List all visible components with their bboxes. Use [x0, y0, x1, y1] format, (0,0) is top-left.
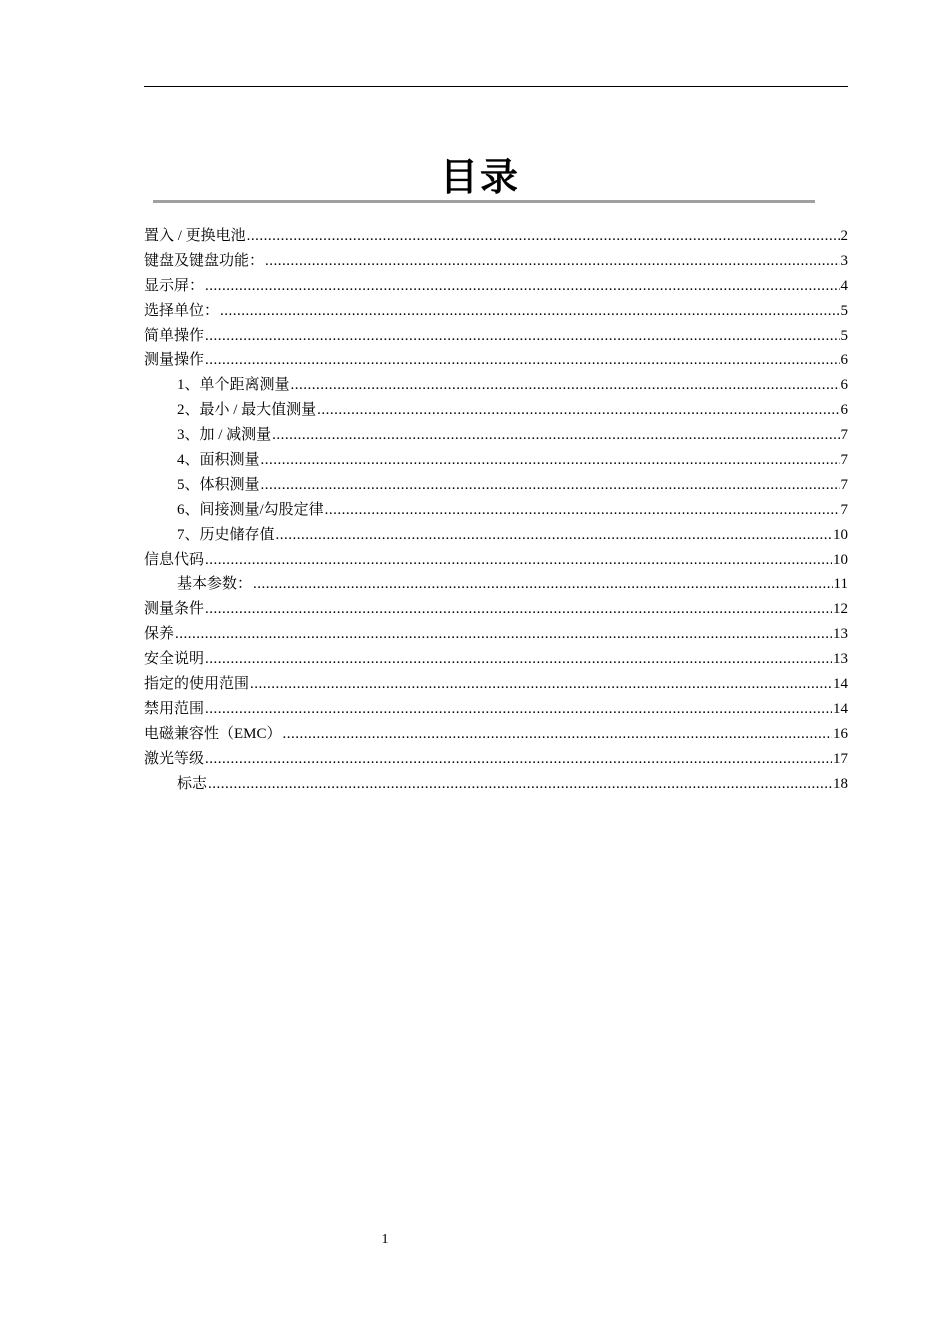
toc-entry-label: 显示屏：: [144, 277, 205, 294]
toc-dot-leader: [265, 249, 839, 274]
header-rule: [144, 86, 848, 87]
toc-entry-page-number: 7: [840, 452, 848, 469]
toc-entry-label: 2、最小 / 最大值测量: [177, 402, 317, 419]
toc-dot-leader: [250, 672, 832, 697]
toc-entry[interactable]: [144, 498, 848, 523]
toc-entry-page-number: 5: [840, 327, 848, 344]
toc-dot-leader: [205, 747, 832, 772]
toc-dot-leader: [205, 697, 832, 722]
toc-entry-page-number: 13: [833, 651, 848, 668]
toc-dot-leader: [261, 448, 840, 473]
toc-entry-page-number: 18: [833, 775, 848, 792]
toc-entry-label: 保养: [144, 626, 175, 643]
toc-entry[interactable]: [144, 672, 848, 697]
toc-entry[interactable]: [144, 597, 848, 622]
toc-entry-label: 测量操作: [144, 352, 205, 369]
toc-entry-page-number: 6: [840, 377, 848, 394]
toc-entry-page-number: 6: [840, 352, 848, 369]
toc-dot-leader: [253, 572, 833, 597]
toc-entry-page-number: 14: [833, 676, 848, 693]
toc-entry-label: 指定的使用范围: [144, 676, 250, 693]
toc-entry[interactable]: [144, 622, 848, 647]
toc-entry[interactable]: [144, 572, 848, 597]
toc-dot-leader: [205, 647, 832, 672]
toc-entry-page-number: 13: [833, 626, 848, 643]
toc-entry-page-number: 17: [833, 750, 848, 767]
toc-entry-label: 标志: [177, 775, 208, 792]
toc-entry-page-number: 16: [833, 725, 848, 742]
toc-dot-leader: [220, 299, 839, 324]
toc-dot-leader: [325, 498, 840, 523]
toc-entry[interactable]: [144, 647, 848, 672]
toc-dot-leader: [283, 722, 832, 747]
toc-entry[interactable]: [144, 324, 848, 349]
toc-entry-label: 简单操作: [144, 327, 205, 344]
toc-entry[interactable]: [144, 274, 848, 299]
toc-dot-leader: [261, 473, 840, 498]
toc-entry-page-number: 12: [833, 601, 848, 618]
toc-entry-page-number: 7: [840, 427, 848, 444]
toc-entry-label: 3、加 / 减测量: [177, 427, 272, 444]
toc-dot-leader: [205, 548, 832, 573]
toc-entry-page-number: 3: [840, 252, 848, 269]
toc-dot-leader: [175, 622, 832, 647]
toc-entry-label: 4、面积测量: [177, 452, 260, 469]
toc-entry-label: 禁用范围: [144, 700, 205, 717]
toc-dot-leader: [317, 398, 839, 423]
toc-entry[interactable]: [144, 448, 848, 473]
toc-entry-label: 信息代码: [144, 551, 205, 568]
toc-entry[interactable]: [144, 722, 848, 747]
toc-entry-label: 选择单位：: [144, 302, 220, 319]
toc-dot-leader: [205, 324, 839, 349]
toc-entry[interactable]: [144, 772, 848, 797]
toc-entry-page-number: 11: [833, 576, 848, 593]
page-title: 目录: [439, 155, 520, 200]
toc-dot-leader: [272, 423, 839, 448]
toc-entry[interactable]: [144, 747, 848, 772]
toc-entry-page-number: 10: [833, 551, 848, 568]
toc-entry-page-number: 7: [840, 476, 848, 493]
toc-entry-page-number: 2: [840, 228, 848, 244]
toc-entry[interactable]: [144, 249, 848, 274]
toc-entry-page-number: 14: [833, 700, 848, 717]
footer-page-number: 1: [381, 1232, 389, 1247]
toc-entry[interactable]: [144, 348, 848, 373]
toc-entry-label: 6、间接测量/勾股定律: [177, 501, 324, 518]
toc-entry[interactable]: [144, 224, 848, 249]
title-underline: [153, 200, 815, 203]
toc-entry-label: 激光等级: [144, 750, 205, 767]
toc-dot-leader: [276, 523, 832, 548]
toc-entry-label: 基本参数：: [177, 576, 253, 593]
toc-entry[interactable]: [144, 398, 848, 423]
toc-entry-label: 安全说明: [144, 651, 205, 668]
toc-entry[interactable]: [144, 697, 848, 722]
toc-entry-page-number: 5: [840, 302, 848, 319]
toc-entry-label: 电磁兼容性（EMC）: [144, 725, 282, 742]
toc-dot-leader: [205, 348, 839, 373]
toc-dot-leader: [208, 772, 832, 797]
toc-entry-label: 5、体积测量: [177, 476, 260, 493]
toc-entry-label: 键盘及键盘功能：: [144, 252, 265, 269]
toc-entry-page-number: 6: [840, 402, 848, 419]
toc-entry[interactable]: [144, 548, 848, 573]
toc-dot-leader: [205, 274, 839, 299]
toc-entry-label: 1、单个距离测量: [177, 377, 290, 394]
toc-entry-label: 7、历史储存值: [177, 526, 275, 543]
toc-entry[interactable]: [144, 423, 848, 448]
toc-dot-leader: [205, 597, 832, 622]
toc-entry[interactable]: [144, 299, 848, 324]
toc-entry-page-number: 10: [833, 526, 848, 543]
toc-dot-leader: [291, 373, 840, 398]
toc-entry-label: 测量条件: [144, 601, 205, 618]
table-of-contents: [144, 224, 848, 796]
toc-dot-leader: [247, 224, 840, 249]
toc-entry[interactable]: [144, 473, 848, 498]
toc-entry[interactable]: [144, 373, 848, 398]
toc-entry-label: 置入 / 更换电池: [144, 228, 246, 244]
toc-entry-page-number: 7: [840, 501, 848, 518]
toc-entry[interactable]: [144, 523, 848, 548]
toc-entry-page-number: 4: [840, 277, 848, 294]
